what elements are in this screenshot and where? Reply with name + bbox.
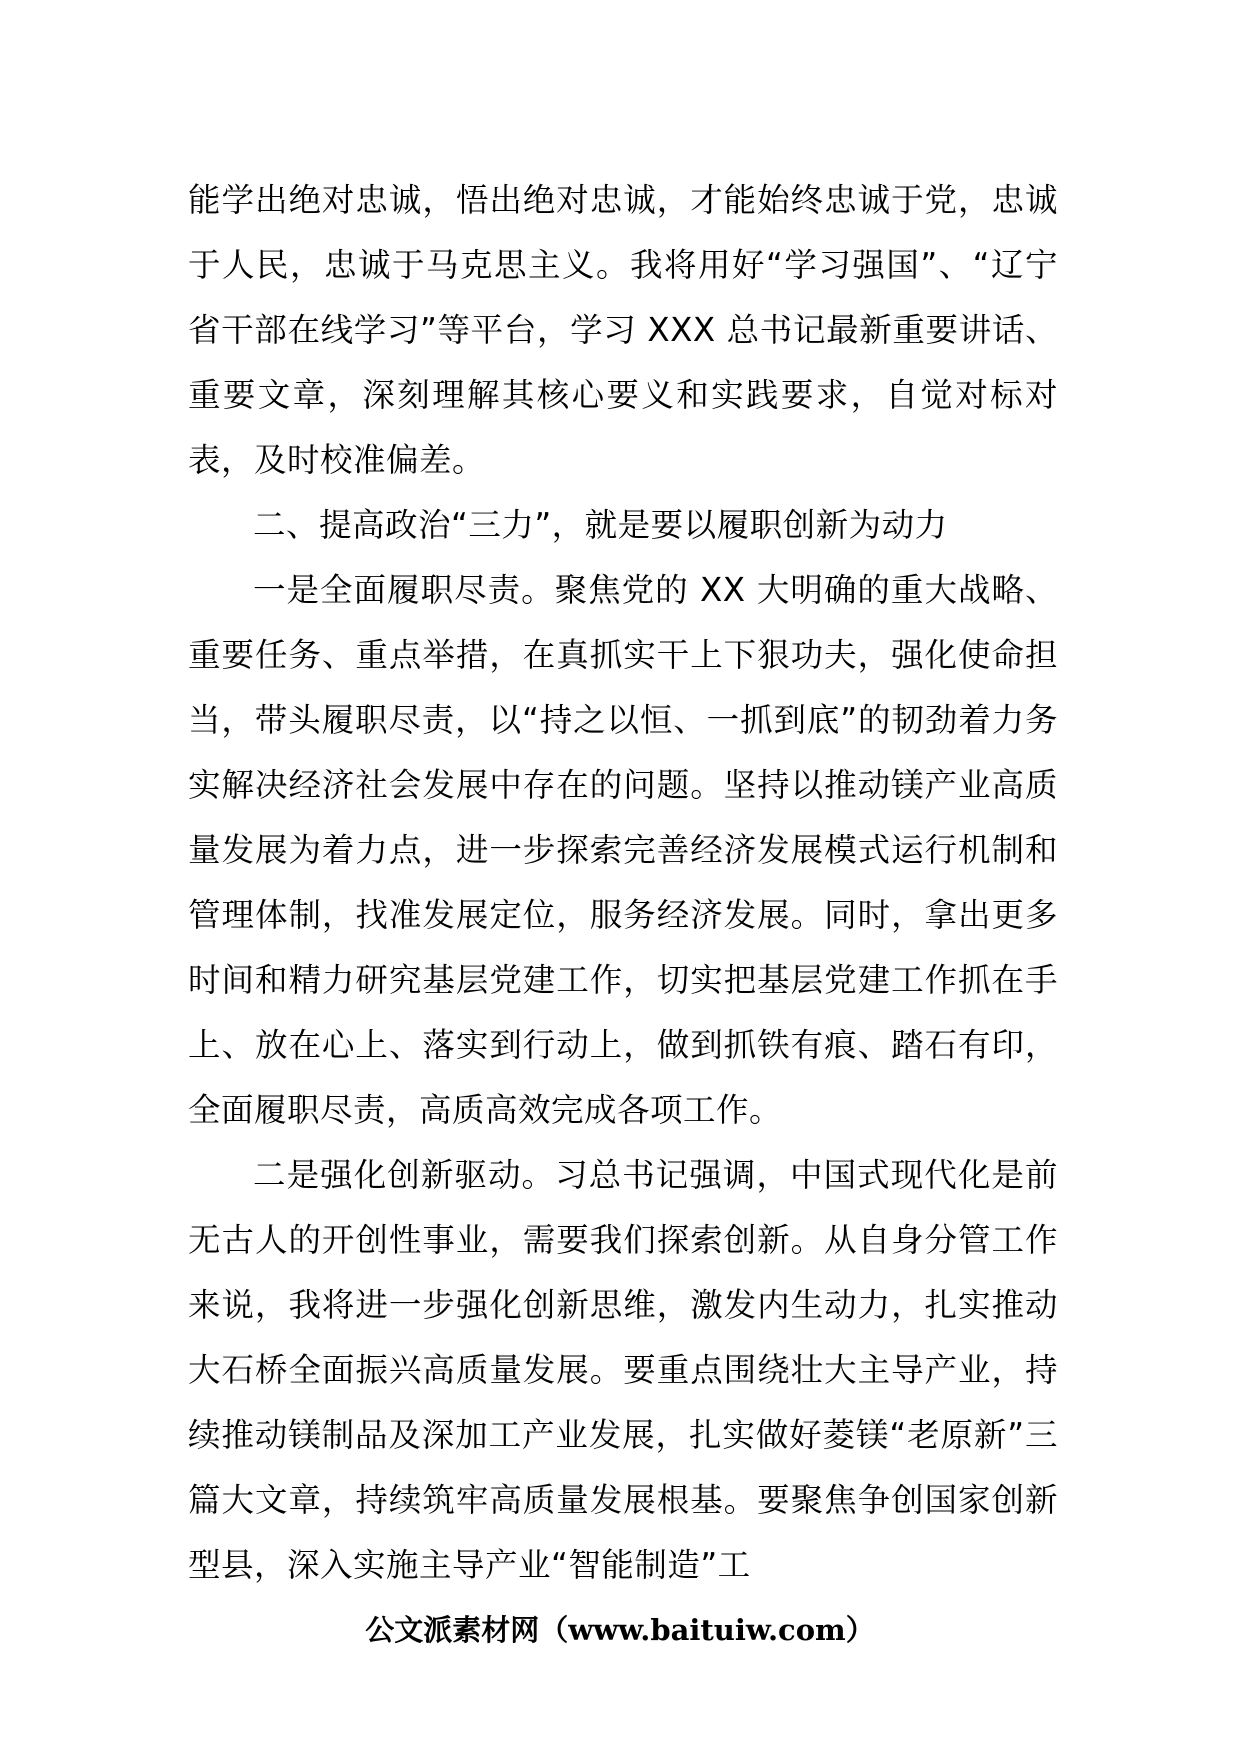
footer-watermark: 公文派素材网（www.baituiw.com） <box>365 1613 875 1647</box>
paragraph-loyalty-conclusion: 能学出绝对忠诚，悟出绝对忠诚，才能始终忠诚于党，忠诚于人民，忠诚于马克思主义。我将用好“学习强国”、“辽宁省干部在线学习”等平台，学习 XXX 总书记最新重要讲话、重要文章，深刻理解其核心要义和实践要求，自觉对标对表，及时校准偏差。 <box>188 181 1058 479</box>
paragraph-duty-fulfillment: 一是全面履职尽责。聚焦党的 XX 大明确的重大战略、重要任务、重点举措，在真抓实干上下狠功夫，强化使命担当，带头履职尽责，以“持之以恒、一抓到底”的韧劲着力务实解决经济社会发展中存在的问题。坚持以推动镁产业高质量发展为着力点，进一步探索完善经济发展模式运行机制和管理体制，找准发展定位，服务经济发展。同时，拿出更多时间和精力研究基层党建工作，切实把基层党建工作抓在手上、放在心上、落实到行动上，做到抓铁有痕、踏石有印，全面履职尽责，高质高效完成各项工作。 <box>188 571 1058 1129</box>
document-body <box>188 168 1058 1598</box>
section-heading-two: 二、提高政治“三力”，就是要以履职创新为动力 <box>253 506 948 544</box>
paragraph-innovation-drive: 二是强化创新驱动。习总书记强调，中国式现代化是前无古人的开创性事业，需要我们探索创新。从自身分管工作来说，我将进一步强化创新思维，激发内生动力，扎实推动大石桥全面振兴高质量发展。要重点围绕壮大主导产业，持续推动镁制品及深加工产业发展，扎实做好菱镁“老原新”三篇大文章，持续筑牢高质量发展根基。要聚焦争创国家创新型县，深入实施主导产业“智能制造”工 <box>188 1156 1058 1584</box>
